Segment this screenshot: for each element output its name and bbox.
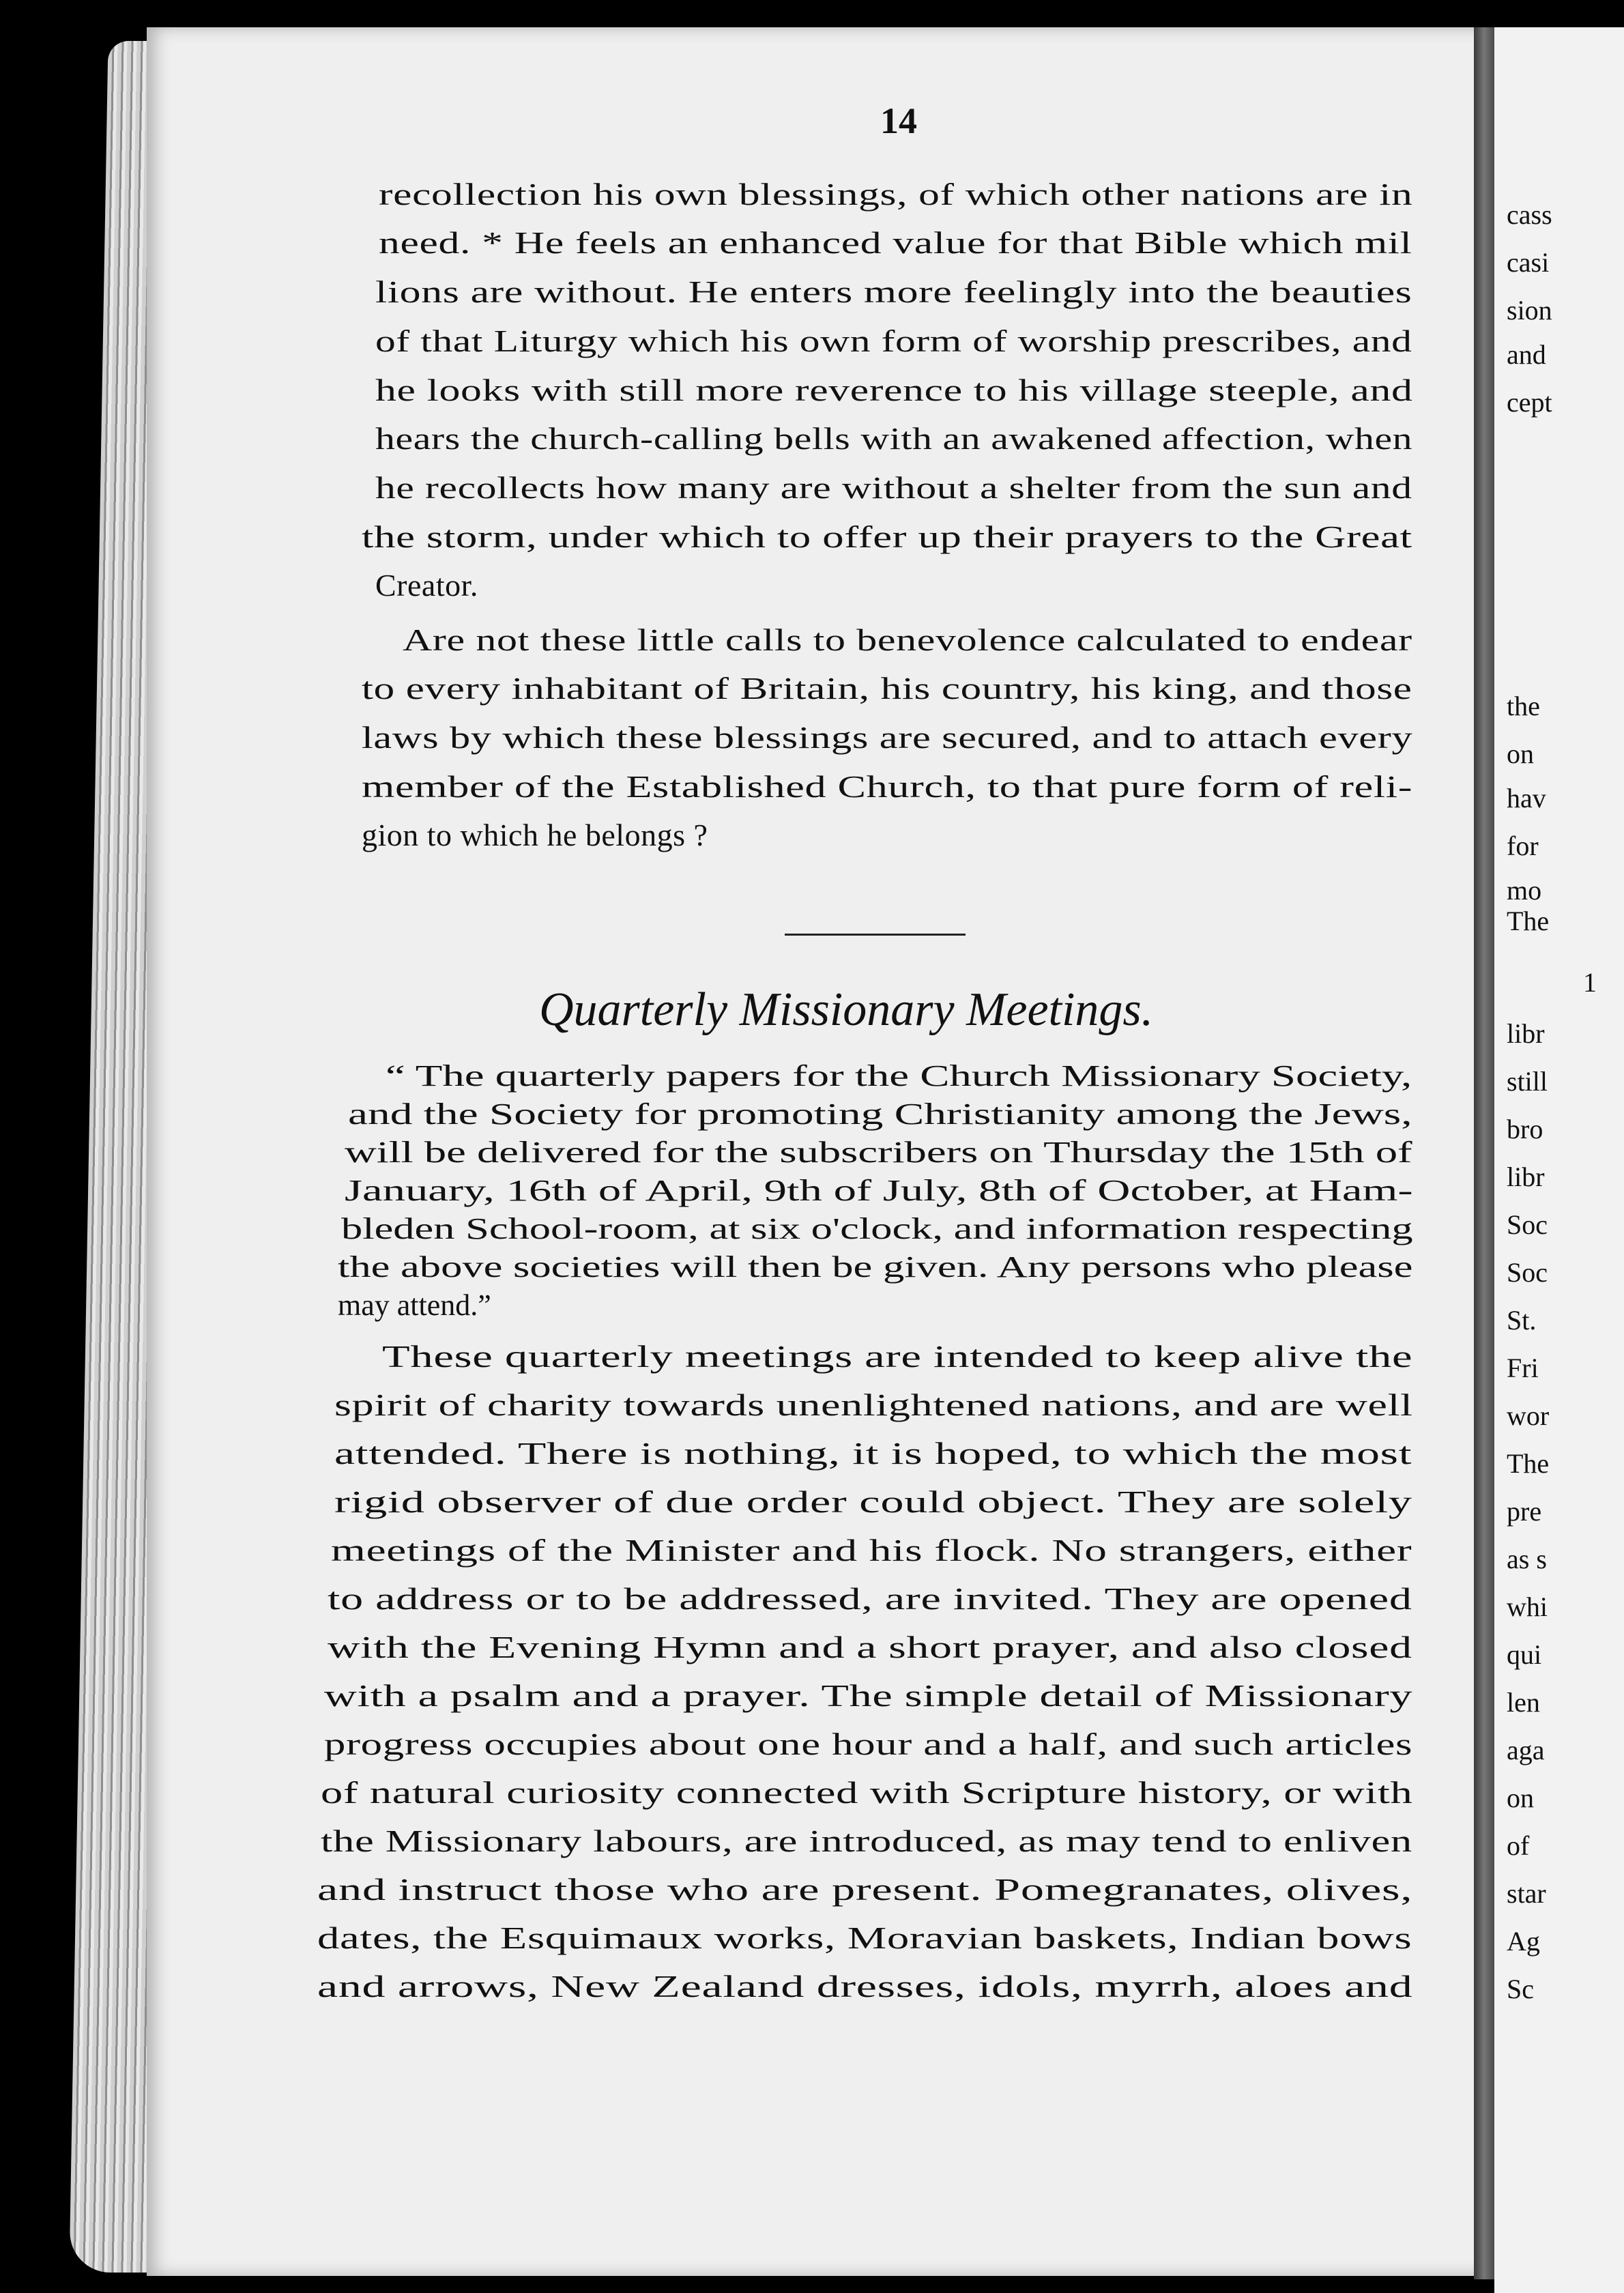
section-divider <box>785 934 966 936</box>
text-line: he recollects how many are without a shelter from the sun and <box>375 470 1412 505</box>
fragment-line: as s <box>1507 1544 1547 1574</box>
text-line: Creator. <box>375 568 478 603</box>
text-line: recollection his own blessings, of which other nations are in <box>379 177 1413 212</box>
text-line: and instruct those who are present. Pomegranates, olives, <box>317 1872 1413 1907</box>
fragment-line: whi <box>1507 1591 1548 1622</box>
fragment-line: pre <box>1507 1496 1542 1527</box>
text-line: with a psalm and a prayer. The simple detail of Missionary <box>324 1678 1413 1713</box>
text-line: will be delivered for the subscribers on Thursday the 15th of <box>345 1136 1412 1169</box>
fragment-line: cass <box>1507 199 1552 230</box>
text-line: with the Evening Hymn and a short prayer, and also closed <box>328 1630 1412 1664</box>
fragment-line: 1 <box>1583 967 1597 998</box>
text-line: may attend.” <box>338 1288 491 1322</box>
fragment-line: St. <box>1507 1305 1537 1336</box>
text-line: of natural curiosity connected with Scripture history, or with <box>321 1775 1413 1810</box>
fragment-line: The <box>1507 1448 1550 1479</box>
text-line: hears the church-calling bells with an awakened affection, when <box>375 421 1413 456</box>
text-line: need. * He feels an enhanced value for that Bible which mil <box>379 225 1412 260</box>
fragment-line: hav <box>1507 783 1546 813</box>
text-line: lions are without. He enters more feelingly into the beauties <box>375 274 1412 309</box>
fragment-line: Fri <box>1507 1353 1539 1383</box>
text-line: he looks with still more reverence to his village steeple, and <box>375 373 1413 407</box>
fragment-line: mo <box>1507 875 1542 906</box>
text-line: These quarterly meetings are intended to keep alive the <box>382 1339 1413 1374</box>
fragment-line: bro <box>1507 1114 1543 1144</box>
text-line: bleden School-room, at six o'clock, and information respecting <box>341 1212 1413 1245</box>
fragment-line: sion <box>1507 295 1552 326</box>
fragment-line: casi <box>1507 247 1550 278</box>
book-spine <box>1474 27 1494 2279</box>
fragment-line: and <box>1507 339 1546 370</box>
fragment-line: Soc <box>1507 1209 1548 1240</box>
fragment-line: qui <box>1507 1639 1542 1670</box>
fragment-line: wor <box>1507 1400 1550 1431</box>
text-line: progress occupies about one hour and a half, and such articles <box>324 1727 1413 1761</box>
fragment-line: libr <box>1507 1018 1545 1049</box>
text-line: the above societies will then be given. Any persons who please <box>338 1250 1413 1284</box>
text-line: the Missionary labours, are introduced, as may tend to enliven <box>321 1823 1412 1858</box>
text-line: spirit of charity towards unenlightened nations, and are well <box>334 1387 1413 1422</box>
fragment-line: The <box>1507 906 1550 936</box>
fragment-line: aga <box>1507 1735 1545 1765</box>
section-heading: Quarterly Missionary Meetings. <box>539 983 1154 1036</box>
page-number: 14 <box>880 100 917 141</box>
text-line: “ The quarterly papers for the Church Missionary Society, <box>386 1059 1412 1093</box>
text-line: and the Society for promoting Christianity among the Jews, <box>348 1097 1412 1131</box>
next-page-fragment <box>1494 27 1624 2293</box>
fragment-line: Soc <box>1507 1257 1548 1288</box>
text-line: Are not these little calls to benevolence calculated to endear <box>403 622 1412 657</box>
fragment-line: of <box>1507 1830 1530 1861</box>
text-line: meetings of the Minister and his flock. No strangers, either <box>331 1533 1412 1568</box>
fragment-line: for <box>1507 831 1539 861</box>
text-line: gion to which he belongs ? <box>362 818 708 852</box>
fragment-line: the <box>1507 691 1540 721</box>
fragment-line: still <box>1507 1066 1548 1097</box>
text-line: January, 16th of April, 9th of July, 8th of October, at Ham- <box>345 1174 1413 1207</box>
text-line: the storm, under which to offer up their prayers to the Great <box>362 519 1412 554</box>
fragment-line: Ag <box>1507 1926 1540 1957</box>
text-line: dates, the Esquimaux works, Moravian baskets, Indian bows <box>317 1920 1412 1955</box>
text-line: of that Liturgy which his own form of worship prescribes, and <box>375 323 1412 358</box>
fragment-line: Sc <box>1507 1974 1534 2004</box>
fragment-line: on <box>1507 1783 1534 1813</box>
fragment-line: len <box>1507 1687 1540 1718</box>
text-line: to address or to be addressed, are invited. They are opened <box>328 1581 1412 1616</box>
fragment-line: libr <box>1507 1162 1545 1192</box>
text-line: member of the Established Church, to that pure form of reli- <box>362 769 1413 804</box>
fragment-line: cept <box>1507 387 1552 418</box>
fragment-line: star <box>1507 1878 1546 1909</box>
text-line: rigid observer of due order could object. They are solely <box>334 1484 1412 1519</box>
text-line: attended. There is nothing, it is hoped, to which the most <box>334 1436 1412 1471</box>
text-line: to every inhabitant of Britain, his country, his king, and those <box>362 671 1412 706</box>
text-line: and arrows, New Zealand dresses, idols, myrrh, aloes and <box>317 1969 1413 2004</box>
fragment-line: on <box>1507 738 1534 769</box>
text-line: laws by which these blessings are secured, and to attach every <box>362 720 1413 755</box>
